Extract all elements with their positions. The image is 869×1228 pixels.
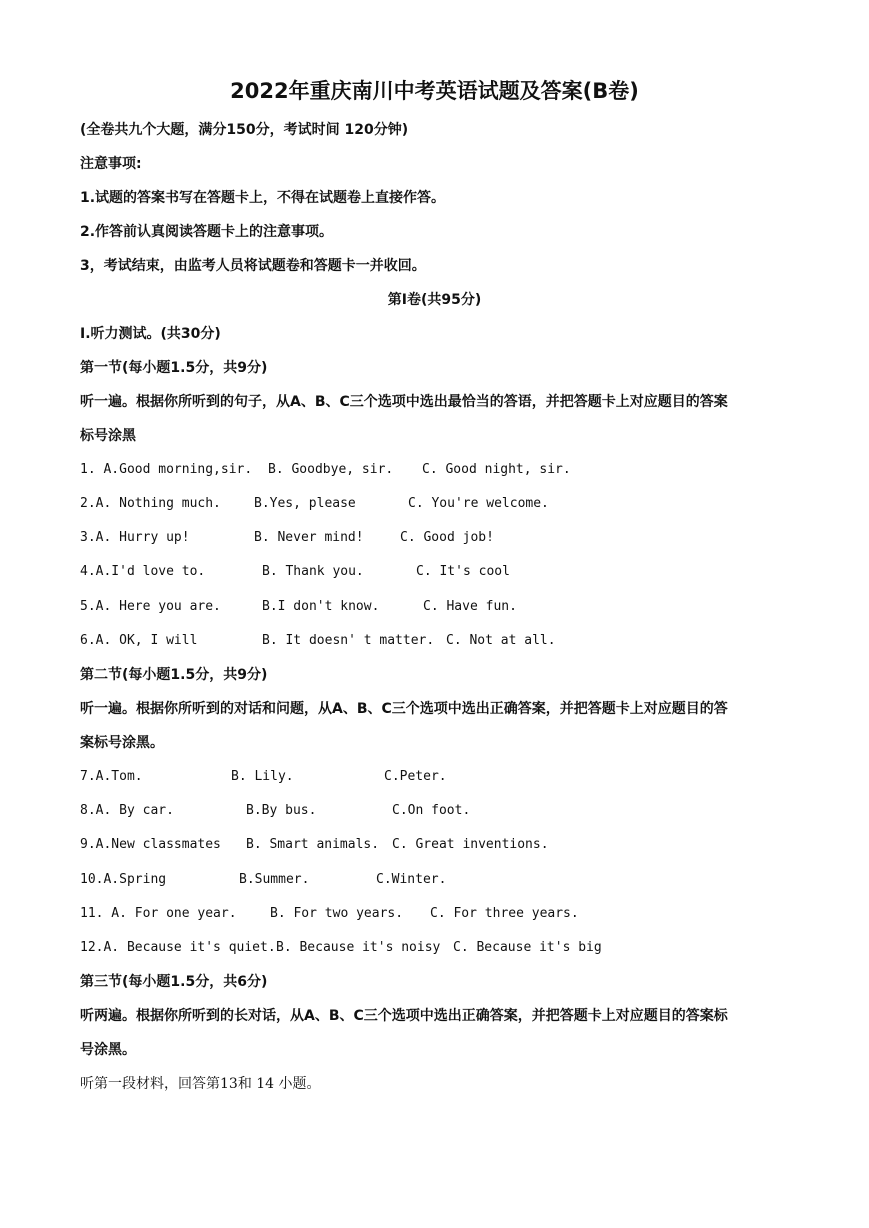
option-a: 4.A.I'd love to. — [80, 564, 206, 579]
option-b: B.I don't know. — [262, 599, 380, 614]
option-b: B. Lily. — [231, 769, 294, 784]
section3-instruction: 听两遍。根据你所听到的长对话，从A、B、C三个选项中选出正确答案，并把答题卡上对应题目的答案标 — [80, 1008, 728, 1024]
option-c: C.Peter. — [384, 769, 447, 784]
note-item: 2.作答前认真阅读答题卡上的注意事项。 — [80, 224, 334, 240]
option-a: 10.A.Spring — [80, 872, 167, 887]
option-a: 9.A.New classmates — [80, 837, 221, 852]
section1-instruction: 听一遍。根据你所听到的句子，从A、B、C三个选项中选出最恰当的答语，并把答题卡上对应题目的答案 — [80, 394, 728, 410]
option-b: B. Goodbye, sir. — [268, 462, 394, 477]
part-heading: I.听力测试。(共30分) — [80, 326, 221, 342]
option-b: B. Smart animals. — [246, 837, 380, 852]
section2-instruction-cont: 案标号涂黑。 — [80, 735, 164, 751]
option-b: B. Never mind! — [254, 530, 364, 545]
option-c: C. Because it's big — [453, 940, 602, 955]
section2-instruction: 听一遍。根据你所听到的对话和问题，从A、B、C三个选项中选出正确答案，并把答题卡上对应题目的答 — [80, 701, 728, 717]
option-b: B. For two years. — [270, 906, 404, 921]
option-b: B.By bus. — [246, 803, 317, 818]
option-c: C. For three years. — [430, 906, 579, 921]
section3-heading: 第三节(每小题1.5分，共6分) — [80, 974, 268, 990]
option-c: C. Great inventions. — [392, 837, 549, 852]
option-a: 2.A. Nothing much. — [80, 496, 221, 511]
option-b: B.Summer. — [239, 872, 310, 887]
option-c: C. Not at all. — [446, 633, 556, 648]
note-item: 1.试题的答案书写在答题卡上，不得在试题卷上直接作答。 — [80, 190, 446, 206]
option-a: 3.A. Hurry up! — [80, 530, 190, 545]
option-b: B.Yes, please — [254, 496, 356, 511]
page-title: 2022年重庆南川中考英语试题及答案(B卷) — [230, 79, 639, 103]
volume-heading: 第Ⅰ卷(共95分) — [387, 292, 482, 308]
option-c: C. You're welcome. — [408, 496, 549, 511]
option-c: C. Good job! — [400, 530, 494, 545]
option-a: 12.A. Because it's quiet. — [80, 940, 276, 955]
option-a: 5.A. Here you are. — [80, 599, 221, 614]
option-a: 1. A.Good morning,sir. — [80, 462, 253, 477]
option-c: C. Have fun. — [423, 599, 517, 614]
option-b: B. Because it's noisy — [276, 940, 441, 955]
option-a: 8.A. By car. — [80, 803, 174, 818]
section3-material: 听第一段材料，回答第13和 14 小题。 — [80, 1076, 321, 1092]
option-c: C.On foot. — [392, 803, 471, 818]
option-c: C. Good night, sir. — [422, 462, 571, 477]
option-c: C.Winter. — [376, 872, 447, 887]
exam-info: (全卷共九个大题，满分150分，考试时间 120分钟) — [80, 122, 409, 138]
option-a: 6.A. OK, I will — [80, 633, 198, 648]
option-c: C. It's cool — [416, 564, 510, 579]
section1-instruction-cont: 标号涂黑 — [80, 428, 136, 444]
section3-instruction-cont: 号涂黑。 — [80, 1042, 136, 1058]
option-a: 7.A.Tom. — [80, 769, 143, 784]
note-item: 3，考试结束，由监考人员将试题卷和答题卡一并收回。 — [80, 258, 426, 274]
option-a: 11. A. For one year. — [80, 906, 237, 921]
notes-heading: 注意事项: — [80, 156, 142, 172]
section2-heading: 第二节(每小题1.5分，共9分) — [80, 667, 268, 683]
option-b: B. It doesn' t matter. — [262, 633, 435, 648]
option-b: B. Thank you. — [262, 564, 364, 579]
section1-heading: 第一节(每小题1.5分，共9分) — [80, 360, 268, 376]
